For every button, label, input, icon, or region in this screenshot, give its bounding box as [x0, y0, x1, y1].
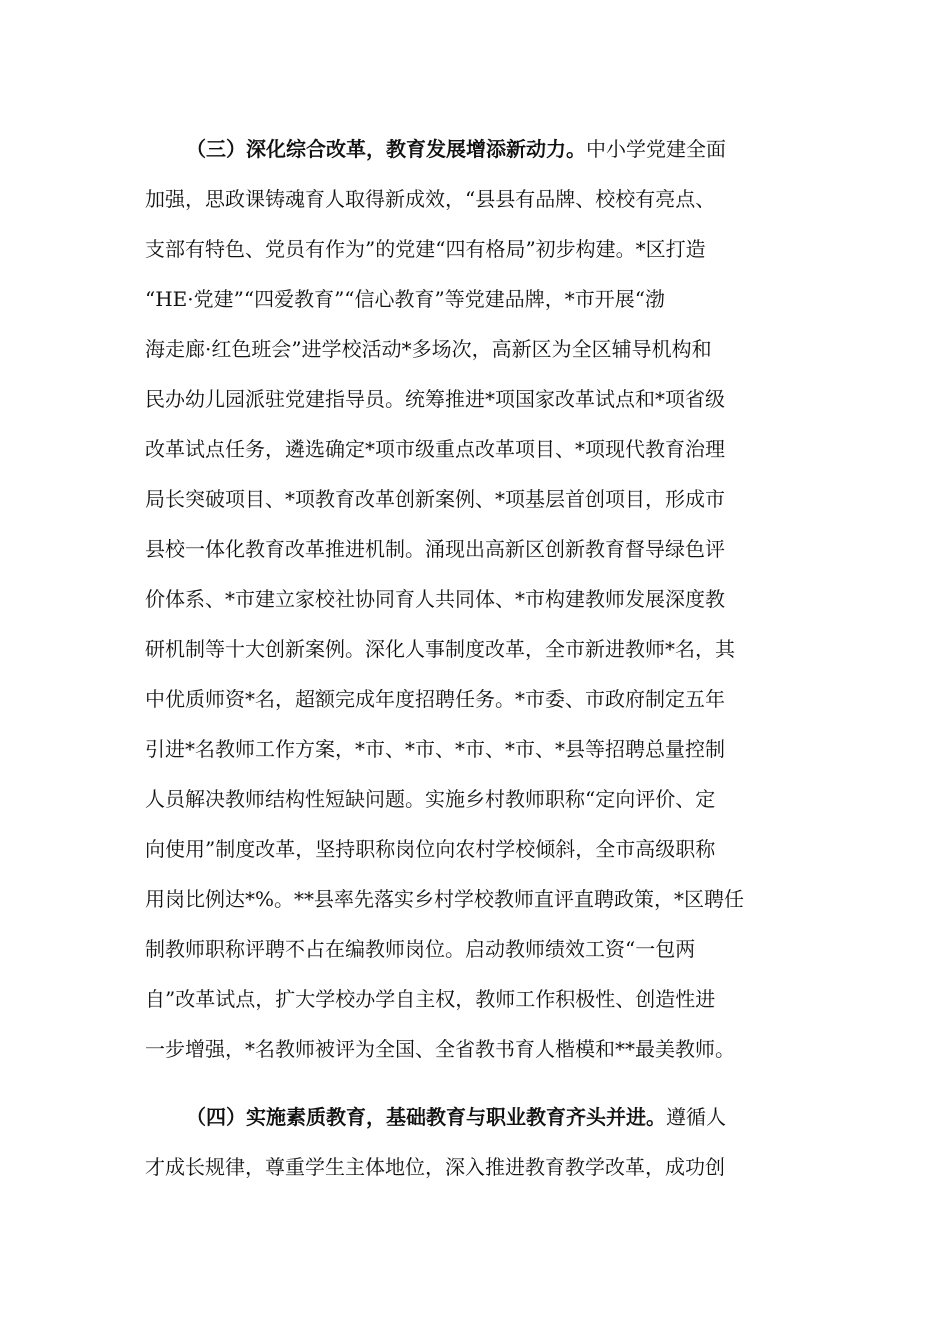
- text-line: 局长突破项目、*项教育改革创新案例、*项基层首创项目，形成市: [145, 487, 725, 511]
- section-4-text: 遵循人: [666, 1105, 726, 1129]
- text-line: 向使用”制度改革，坚持职称岗位向农村学校倾斜，全市高级职称: [145, 837, 716, 861]
- section-4-heading: （四）实施素质教育，基础教育与职业教育齐头并进。: [186, 1105, 666, 1129]
- text-line: 价体系、*市建立家校社协同育人共同体、*市构建教师发展深度教: [145, 587, 725, 611]
- text-line: 研机制等十大创新案例。深化人事制度改革，全市新进教师*名，其: [145, 637, 735, 661]
- text-line: 加强，思政课铸魂育人取得新成效，“县县有品牌、校校有亮点、: [145, 187, 716, 211]
- text-line: 一步增强，*名教师被评为全国、全省教书育人楷模和**最美教师。: [145, 1037, 735, 1061]
- text-line: 县校一体化教育改革推进机制。涌现出高新区创新教育督导绿色评: [145, 537, 725, 561]
- text-line: 制教师职称评聘不占在编教师岗位。启动教师绩效工资“一包两: [145, 937, 696, 961]
- section-3-heading: （三）深化综合改革，教育发展增添新动力。: [186, 137, 586, 161]
- section-3-text: 中小学党建全面: [586, 137, 726, 161]
- text-line: 民办幼儿园派驻党建指导员。统筹推进*项国家改革试点和*项省级: [145, 387, 725, 411]
- text-line: 自”改革试点，扩大学校办学自主权，教师工作积极性、创造性进: [145, 987, 716, 1011]
- text-line: 人员解决教师结构性短缺问题。实施乡村教师职称“定向评价、定: [145, 787, 716, 811]
- section-3-first-line: [186, 134, 726, 164]
- text-line: 用岗比例达*%。**县率先落实乡村学校教师直评直聘政策，*区聘任: [145, 887, 745, 911]
- section-4-first-line: [186, 1102, 726, 1132]
- text-line: 支部有特色、党员有作为”的党建“四有格局”初步构建。*区打造: [145, 237, 706, 261]
- text-line: 引进*名教师工作方案，*市、*市、*市、*市、*县等招聘总量控制: [145, 737, 725, 761]
- text-line: 改革试点任务，遴选确定*项市级重点改革项目、*项现代教育治理: [145, 437, 725, 461]
- text-line: 才成长规律，尊重学生主体地位，深入推进教育教学改革，成功创: [145, 1155, 725, 1179]
- text-line: 海走廊·红色班会”进学校活动*多场次，高新区为全区辅导机构和: [145, 337, 712, 361]
- text-line: 中优质师资*名，超额完成年度招聘任务。*市委、市政府制定五年: [145, 687, 725, 711]
- text-line: “HE·党建”“四爱教育”“信心教育”等党建品牌，*市开展“渤: [145, 287, 665, 311]
